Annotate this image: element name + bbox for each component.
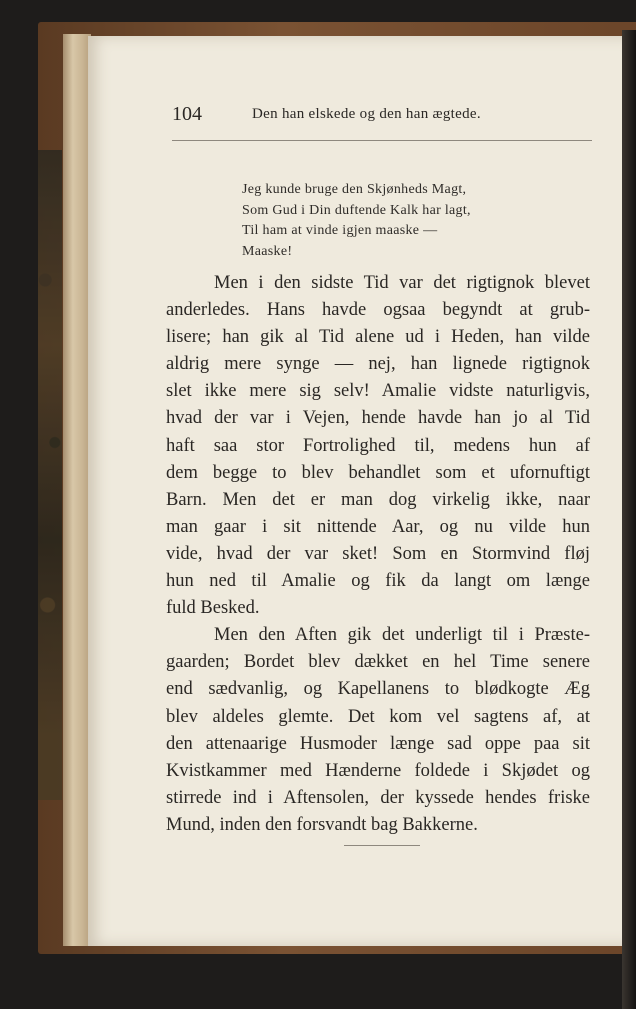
text-line: Barn. Men det er man dog virkelig ikke, naar — [166, 489, 590, 510]
binding-shadow — [622, 30, 636, 1009]
verse-block — [242, 180, 562, 262]
marbled-binding — [38, 150, 62, 800]
page-edges — [63, 34, 91, 946]
text-line: slet ikke mere sig selv! Amalie vidste naturligvis, — [166, 381, 590, 402]
running-title: Den han elskede og den han ægtede. — [252, 106, 481, 122]
running-head — [172, 103, 592, 129]
verse-line: Jeg kunde bruge den Skjønheds Magt, — [242, 182, 467, 197]
text-line: aldrig mere synge — nej, han lignede rigtignok — [166, 354, 590, 375]
text-line: Men i den sidste Tid var det rigtignok blevet — [214, 273, 590, 293]
text-line: gaarden; Bordet blev dækket en hel Time senere — [166, 652, 590, 673]
text-line: man gaar i sit nittende Aar, og nu vilde hun — [166, 516, 590, 537]
text-line: fuld Besked. — [166, 598, 260, 619]
end-rule — [344, 845, 420, 846]
text-line: Kvistkammer med Hænderne foldede i Skjødet og — [166, 760, 590, 781]
header-rule — [172, 140, 592, 141]
text-line: end sædvanlig, og Kapellanens to blødkogte Æg — [166, 679, 590, 700]
text-line: hun ned til Amalie og fik da langt om længe — [166, 571, 590, 592]
verse-line: Som Gud i Din duftende Kalk har lagt, — [242, 202, 471, 218]
text-line: den attenaarige Husmoder længe sad oppe paa sit — [166, 733, 590, 754]
text-line: haft saa stor Fortrolighed til, medens hun af — [166, 435, 590, 456]
page-number: 104 — [172, 103, 202, 125]
body-text — [166, 270, 590, 839]
text-line: anderledes. Hans havde ogsaa begyndt at grub- — [166, 300, 590, 321]
verse-line: Maaske! — [242, 243, 293, 259]
text-line: dem begge to blev behandlet som et ufornuftigt — [166, 462, 590, 483]
text-line: vide, hvad der var sket! Som en Stormvind fløj — [166, 543, 590, 564]
text-line: hvad der var i Vejen, hende havde han jo al Tid — [166, 408, 590, 429]
text-line: lisere; han gik al Tid alene ud i Heden, han vilde — [166, 327, 590, 348]
text-line: blev aldeles glemte. Det kom vel sagtens af, at — [166, 706, 590, 727]
text-line: Mund, inden den forsvandt bag Bakkerne. — [166, 814, 478, 835]
text-line: Men den Aften gik det underligt til i Præste- — [214, 625, 590, 646]
text-line: stirrede ind i Aftensolen, der kyssede hendes friske — [166, 787, 590, 808]
verse-line: Til ham at vinde igjen maaske — — [242, 223, 438, 238]
